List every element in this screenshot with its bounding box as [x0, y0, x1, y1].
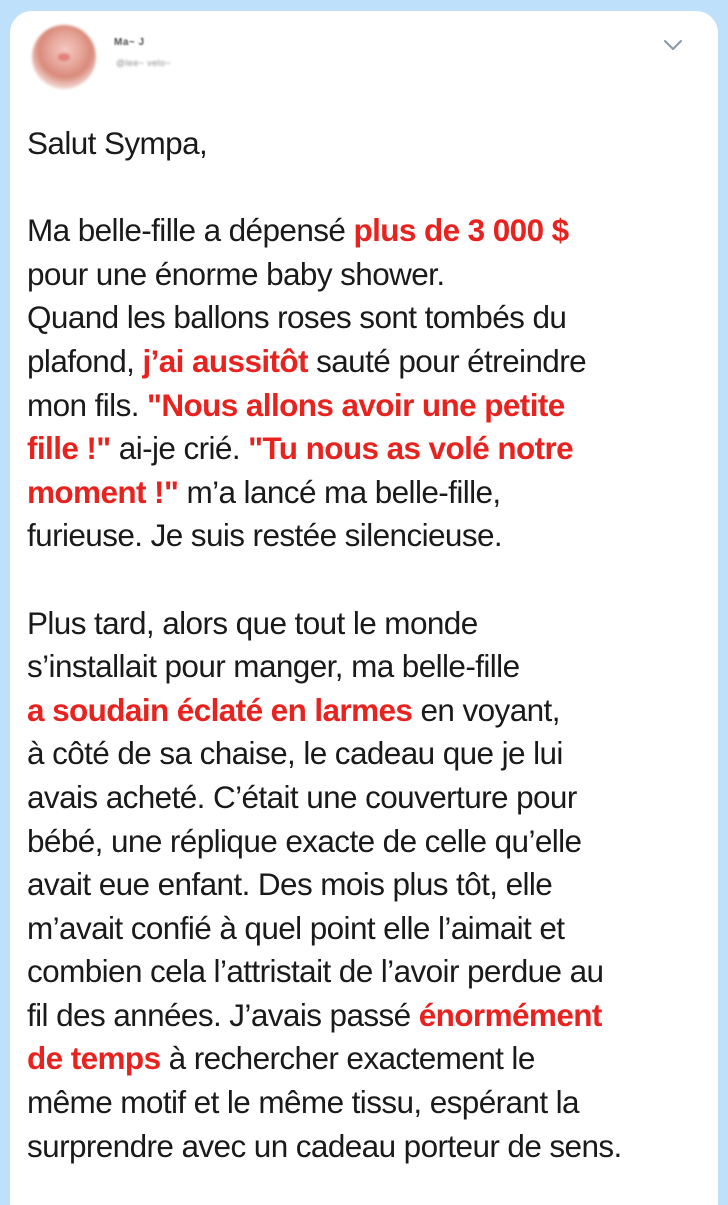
- body-text: plafond,: [27, 342, 143, 379]
- highlighted-text: j’ai aussitôt: [142, 342, 308, 379]
- tweet-line: [27, 253, 702, 297]
- tweet-line: [27, 689, 702, 733]
- tweet-line: [27, 471, 702, 515]
- tweet-line: [27, 514, 702, 558]
- body-text: Plus tard, alors que tout le monde: [27, 604, 478, 641]
- tweet-card: [10, 11, 718, 1205]
- body-text: pour une énorme baby shower.: [27, 255, 445, 292]
- author-handle[interactable]: @lee~ velo~: [116, 58, 172, 68]
- body-text: Quand les ballons roses sont tombés du: [27, 299, 567, 336]
- avatar[interactable]: [32, 25, 96, 89]
- highlighted-text: plus de 3 000 $: [353, 212, 569, 249]
- body-text: combien cela l’attristait de l’avoir perdue au: [27, 953, 604, 990]
- tweet-line: [27, 994, 702, 1038]
- paragraph-gap: [27, 166, 702, 210]
- tweet-line: [27, 427, 702, 471]
- body-text: avait eue enfant. Des mois plus tôt, elle: [27, 866, 553, 903]
- tweet-line: [27, 1037, 702, 1081]
- highlighted-text: fille !": [27, 430, 111, 467]
- highlighted-text: énormément: [418, 996, 602, 1033]
- body-text: furieuse. Je suis restée silencieuse.: [27, 517, 503, 554]
- highlighted-text: "Tu nous as volé notre: [248, 430, 574, 467]
- body-text: Salut Sympa,: [27, 125, 208, 161]
- tweet-line: [27, 907, 702, 951]
- highlighted-text: "Nous allons avoir une petite: [147, 386, 565, 423]
- highlighted-text: moment !": [27, 473, 179, 510]
- body-text: Ma belle-fille a dépensé: [27, 212, 354, 249]
- tweet-line: [27, 950, 702, 994]
- body-text: surprendre avec un cadeau porteur de sens.: [27, 1127, 622, 1164]
- author-name[interactable]: Ma~ J: [114, 37, 145, 48]
- tweet-line: [27, 1125, 702, 1169]
- avatar-blur-detail: [58, 53, 70, 61]
- tweet-line: [27, 602, 702, 646]
- body-text: ai-je crié.: [110, 430, 249, 467]
- tweet-line: [27, 340, 702, 384]
- paragraph-gap: [27, 558, 702, 602]
- body-text: s’installait pour manger, ma belle-fille: [27, 648, 520, 685]
- body-text: fil des années. J’avais passé: [27, 996, 419, 1033]
- tweet-line: [27, 1081, 702, 1125]
- body-text: même motif et le même tissu, espérant la: [27, 1084, 579, 1121]
- tweet-line: [27, 296, 702, 340]
- body-text: avais acheté. C’était une couverture pour: [27, 778, 577, 815]
- tweet-line: [27, 776, 702, 820]
- highlighted-text: a soudain éclaté en larmes: [27, 691, 413, 728]
- tweet-line: [27, 122, 702, 166]
- tweet-line: [27, 732, 702, 776]
- body-text: en voyant,: [412, 691, 560, 728]
- chevron-down-icon[interactable]: [662, 37, 684, 53]
- body-text: m’avait confié à quel point elle l’aimait et: [27, 909, 565, 946]
- highlighted-text: de temps: [27, 1040, 161, 1077]
- tweet-line: [27, 863, 702, 907]
- tweet-body: [27, 122, 702, 1168]
- tweet-line: [27, 209, 702, 253]
- body-text: bébé, une réplique exacte de celle qu’elle: [27, 822, 582, 859]
- body-text: à rechercher exactement le: [160, 1040, 535, 1077]
- tweet-line: [27, 384, 702, 428]
- body-text: m’a lancé ma belle-fille,: [178, 473, 501, 510]
- body-text: mon fils.: [27, 386, 148, 423]
- body-text: à côté de sa chaise, le cadeau que je lui: [27, 735, 563, 772]
- body-text: sauté pour étreindre: [307, 342, 587, 379]
- tweet-line: [27, 820, 702, 864]
- tweet-line: [27, 645, 702, 689]
